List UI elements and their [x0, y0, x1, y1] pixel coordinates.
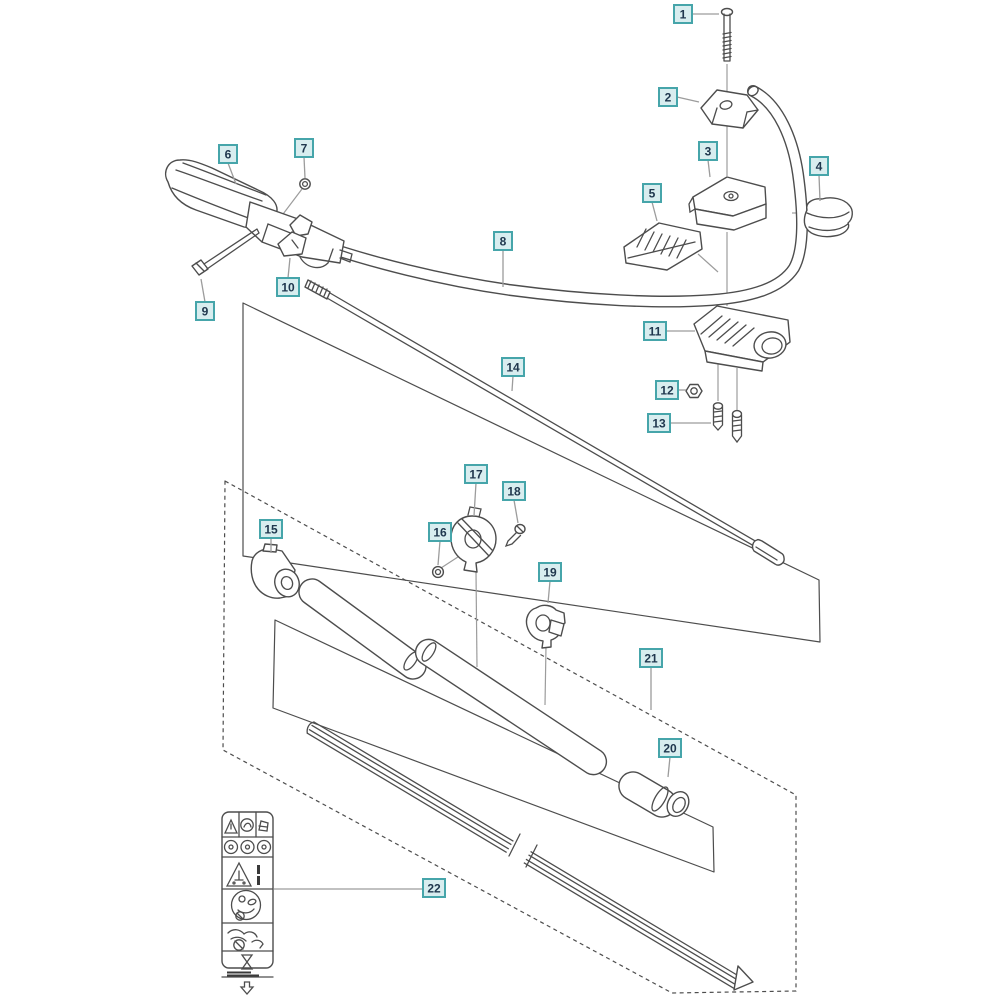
- callout-leader-3: [708, 160, 710, 177]
- callout-leader-20: [668, 757, 670, 777]
- callout-number-19: 19: [543, 565, 557, 580]
- part-nut-16: [433, 567, 444, 578]
- callout-number-4: 4: [815, 159, 823, 174]
- callout-number-12: 12: [660, 383, 674, 398]
- part-clamp-insert-5: [624, 223, 702, 270]
- callout-leader-2: [677, 97, 699, 102]
- callout-number-18: 18: [507, 484, 521, 499]
- callout-number-8: 8: [499, 234, 507, 249]
- part-screw-18: [506, 525, 525, 547]
- callout-number-14: 14: [506, 360, 520, 375]
- callout-layer: [196, 5, 828, 897]
- callout-leader-9: [201, 279, 205, 302]
- part-screw-9: [192, 229, 259, 275]
- callout-number-16: 16: [433, 525, 447, 540]
- callout-number-7: 7: [300, 141, 308, 156]
- callout-number-9: 9: [201, 304, 209, 319]
- callout-leader-4: [819, 175, 820, 201]
- callout-number-21: 21: [644, 651, 658, 666]
- callout-number-2: 2: [664, 90, 672, 105]
- part-coupler-15: [251, 544, 303, 600]
- callout-number-11: 11: [648, 324, 662, 339]
- callout-leader-10: [288, 258, 290, 278]
- callout-number-17: 17: [469, 467, 483, 482]
- part-coupler-20: [619, 772, 693, 820]
- part-knob-4: [804, 198, 852, 237]
- callout-leader-17: [474, 483, 476, 516]
- callout-leader-18: [514, 500, 518, 523]
- callout-number-13: 13: [652, 416, 666, 431]
- part-mount-bracket-11: [694, 306, 790, 371]
- callout-number-15: 15: [264, 522, 278, 537]
- part-nut-12: [686, 385, 702, 398]
- part-shaft-tube-front: [299, 579, 426, 679]
- callout-number-3: 3: [704, 144, 712, 159]
- dashed-assembly-outline: [223, 481, 796, 993]
- callout-number-20: 20: [663, 741, 677, 756]
- part-hanger-clamp-17: [451, 507, 496, 572]
- callout-leader-16: [438, 541, 440, 565]
- part-bracket-3: [689, 177, 766, 230]
- part-nut-7: [300, 179, 310, 189]
- callout-number-1: 1: [679, 7, 687, 22]
- part-grip-6: [166, 160, 352, 268]
- callout-leader-14: [512, 376, 513, 391]
- part-bolt-1: [722, 9, 733, 62]
- callout-leader-5: [652, 202, 657, 221]
- callout-number-22: 22: [427, 881, 441, 896]
- callout-leader-7: [304, 157, 305, 178]
- part-shaft-tube-rear: [416, 639, 607, 774]
- callout-number-6: 6: [224, 147, 232, 162]
- arrow-down-icon: [241, 982, 253, 994]
- callout-number-10: 10: [281, 280, 295, 295]
- callout-number-5: 5: [648, 186, 656, 201]
- part-warning-decal-22: [222, 812, 273, 994]
- part-guard-rail: [307, 722, 753, 990]
- callout-leader-19: [548, 581, 550, 603]
- part-clamp-19: [526, 605, 565, 648]
